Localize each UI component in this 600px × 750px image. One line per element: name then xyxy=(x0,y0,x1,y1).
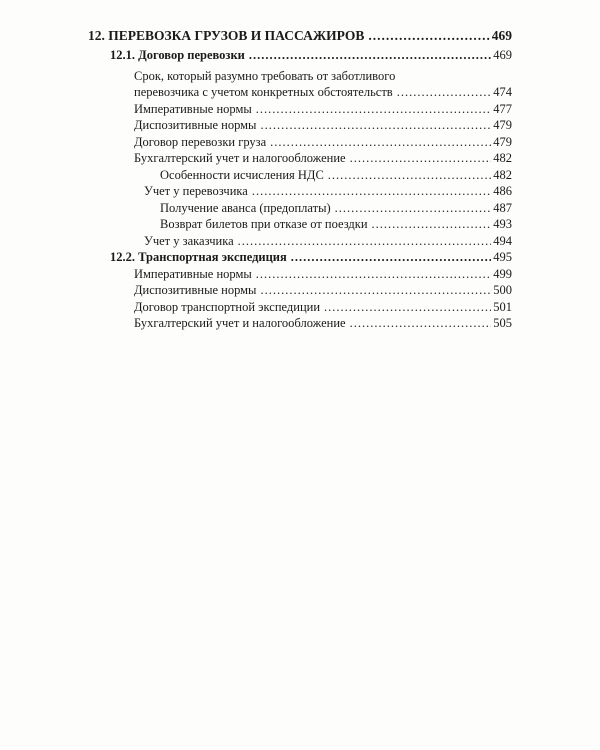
toc-item-cargo-contract[interactable] xyxy=(134,134,512,151)
toc-entry-title: Возврат билетов при отказе от поездки xyxy=(160,217,368,231)
toc-page-number: 469 xyxy=(493,48,512,62)
toc-entry-title: Договор перевозки груза xyxy=(134,134,267,149)
toc-page-number: 482 xyxy=(493,167,512,182)
toc-section-12-2[interactable] xyxy=(110,249,512,266)
dot-leader xyxy=(291,249,491,266)
toc-entry-title: Императивные нормы xyxy=(134,266,252,281)
dot-leader xyxy=(397,84,492,101)
toc-entry-title: Диспозитивные нормы xyxy=(134,118,257,132)
toc-page-number: 482 xyxy=(493,151,512,165)
toc-item-forwarding-contract[interactable] xyxy=(134,299,512,316)
toc-page-number: 500 xyxy=(493,283,512,297)
toc-item-imperative-norms-2[interactable] xyxy=(134,266,512,283)
dot-leader xyxy=(335,200,492,217)
toc-page-number: 479 xyxy=(493,118,512,132)
dot-leader xyxy=(368,26,489,45)
toc-item-accounting-taxation[interactable] xyxy=(134,150,512,167)
dot-leader xyxy=(350,150,492,167)
toc-entry-title: Учет у перевозчика xyxy=(144,184,248,198)
toc-chapter-12[interactable] xyxy=(88,26,512,45)
toc-page-number: 493 xyxy=(493,217,512,231)
toc-item-dispositive-norms[interactable] xyxy=(134,117,512,134)
toc-item-vat-features[interactable] xyxy=(160,167,512,184)
toc-entry-title-line2: перевозчика с учетом конкретных обстоятельств xyxy=(134,85,393,99)
dot-leader xyxy=(252,183,491,200)
toc-page-number: 469 xyxy=(491,28,512,43)
toc-page-number: 479 xyxy=(493,134,512,149)
dot-leader xyxy=(372,216,492,233)
toc-entry-title: Бухгалтерский учет и налогообложение xyxy=(134,316,346,330)
toc-item-dispositive-norms-2[interactable] xyxy=(134,282,512,299)
toc-entry-title: Особенности исчисления НДС xyxy=(160,167,324,182)
toc-item-advance-payment[interactable] xyxy=(160,200,512,217)
toc-page-number: 495 xyxy=(493,250,512,264)
table-of-contents xyxy=(88,26,512,332)
toc-section-12-1[interactable] xyxy=(110,47,512,64)
toc-entry-title: Диспозитивные нормы xyxy=(134,283,257,297)
toc-page-number: 487 xyxy=(493,200,512,215)
toc-item-accounting-taxation-2[interactable] xyxy=(134,315,512,332)
toc-page-number: 501 xyxy=(493,299,512,314)
toc-page-number: 486 xyxy=(493,184,512,198)
dot-leader xyxy=(350,315,492,332)
toc-entry-title: 12.1. Договор перевозки xyxy=(110,48,245,62)
dot-leader xyxy=(260,117,491,134)
dot-leader xyxy=(260,282,491,299)
dot-leader xyxy=(256,266,491,283)
toc-entry-title: 12.2. Транспортная экспедиция xyxy=(110,250,287,264)
toc-page-number: 494 xyxy=(493,233,512,248)
toc-item-customer-accounting[interactable] xyxy=(144,233,512,250)
toc-entry-title: Бухгалтерский учет и налогообложение xyxy=(134,151,346,165)
toc-item-ticket-refund[interactable] xyxy=(160,216,512,233)
dot-leader xyxy=(256,101,491,118)
dot-leader xyxy=(328,167,491,184)
dot-leader xyxy=(238,233,492,250)
toc-item-reasonable-term[interactable] xyxy=(134,68,512,101)
dot-leader xyxy=(324,299,491,316)
toc-page-number: 477 xyxy=(493,101,512,116)
toc-entry-title: Императивные нормы xyxy=(134,101,252,116)
toc-page-number: 474 xyxy=(493,85,512,99)
toc-entry-title-line1: Срок, который разумно требовать от заботливого xyxy=(134,68,396,83)
dot-leader xyxy=(249,47,491,64)
toc-page-number: 505 xyxy=(493,316,512,330)
toc-entry-title: 12. ПЕРЕВОЗКА ГРУЗОВ И ПАССАЖИРОВ xyxy=(88,28,365,43)
toc-item-imperative-norms[interactable] xyxy=(134,101,512,118)
toc-item-carrier-accounting[interactable] xyxy=(144,183,512,200)
toc-entry-title: Учет у заказчика xyxy=(144,233,234,248)
toc-entry-title: Договор транспортной экспедиции xyxy=(134,299,321,314)
toc-page-number: 499 xyxy=(493,266,512,281)
toc-entry-title: Получение аванса (предоплаты) xyxy=(160,200,331,215)
dot-leader xyxy=(270,134,491,151)
